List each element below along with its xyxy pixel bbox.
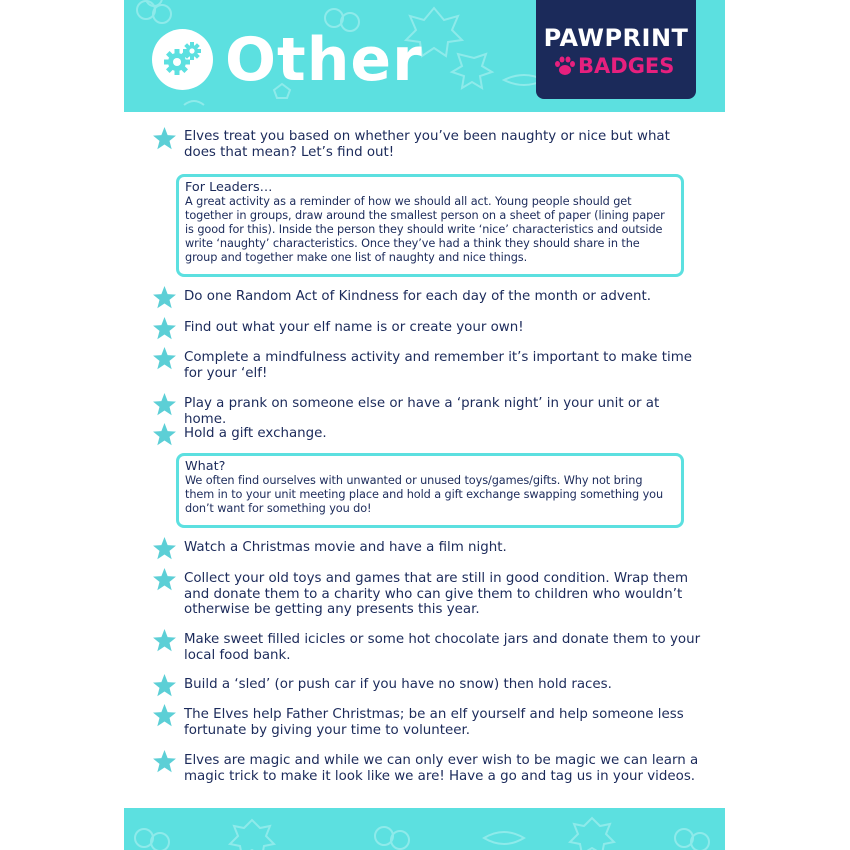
- star-icon: [152, 703, 177, 728]
- star-icon: [152, 392, 177, 417]
- star-icon: [152, 316, 177, 341]
- item-text: Make sweet filled icicles or some hot chocolate jars and donate them to your local food bank.: [184, 632, 701, 663]
- star-icon: [152, 567, 177, 592]
- box-title: What?: [185, 459, 226, 474]
- logo-badges-text: BADGES: [578, 54, 675, 78]
- item-text: Complete a mindfulness activity and remember it’s important to make time for your ‘elf!: [184, 350, 693, 381]
- activity-sheet-page: [124, 0, 725, 850]
- item-text: The Elves help Father Christmas; be an elf yourself and help someone less fortunate by giving your time to volunteer.: [184, 707, 684, 738]
- box-title: For Leaders…: [185, 180, 273, 195]
- item-text: Elves are magic and while we can only ever wish to be magic we can learn a magic trick to make it look like we are! Have a go and tag us in your videos.: [184, 753, 699, 784]
- item-text: Hold a gift exchange.: [184, 426, 327, 441]
- page-footer: [124, 808, 725, 850]
- star-icon: [152, 749, 177, 774]
- star-icon: [152, 126, 177, 151]
- gears-icon-badge: [152, 29, 213, 90]
- star-icon: [152, 422, 177, 447]
- item-text: Do one Random Act of Kindness for each day of the month or advent.: [184, 289, 652, 304]
- footer-decoration: [124, 808, 725, 850]
- star-icon: [152, 628, 177, 653]
- star-icon: [152, 346, 177, 371]
- page-title: Other: [225, 25, 423, 95]
- gears-icon: [161, 38, 205, 82]
- item-text: Collect your old toys and games that are still in good condition. Wrap them and donate them to a charity who can give them to children who wouldn’t otherwise be getting any presents this year.: [184, 571, 689, 617]
- logo-line-1: PAWPRINT: [543, 24, 689, 52]
- leaders-info-box: [176, 174, 684, 277]
- box-body: A great activity as a reminder of how we should all act. Young people should get together in groups, draw around the smallest person on a sheet of paper (lining paper is good for this). Inside the person they should write ‘nice’ characteristics and outside write ‘naughty’ characteristics. Once they’ve had a think they should share in the group and together make one list of naughty and nice things.: [185, 195, 665, 264]
- star-icon: [152, 673, 177, 698]
- item-text: Elves treat you based on whether you’ve been naughty or nice but what does that mean? Let’s find out!: [184, 129, 670, 160]
- item-text: Find out what your elf name is or create your own!: [184, 320, 524, 335]
- what-info-box: [176, 453, 684, 528]
- item-text: Build a ‘sled’ (or push car if you have no snow) then hold races.: [184, 677, 612, 692]
- page-header: [124, 0, 725, 112]
- star-icon: [152, 285, 177, 310]
- pawprint-badges-logo: [536, 0, 696, 99]
- item-text: Play a prank on someone else or have a ‘prank night’ in your unit or at home.: [184, 396, 660, 427]
- paw-icon: [554, 56, 576, 76]
- logo-line-2: [554, 52, 674, 80]
- item-text: Watch a Christmas movie and have a film night.: [184, 540, 507, 555]
- box-body: We often find ourselves with unwanted or unused toys/games/gifts. Why not bring them in to your unit meeting place and hold a gift exchange swapping something you don’t want for something you do!: [185, 474, 664, 515]
- star-icon: [152, 536, 177, 561]
